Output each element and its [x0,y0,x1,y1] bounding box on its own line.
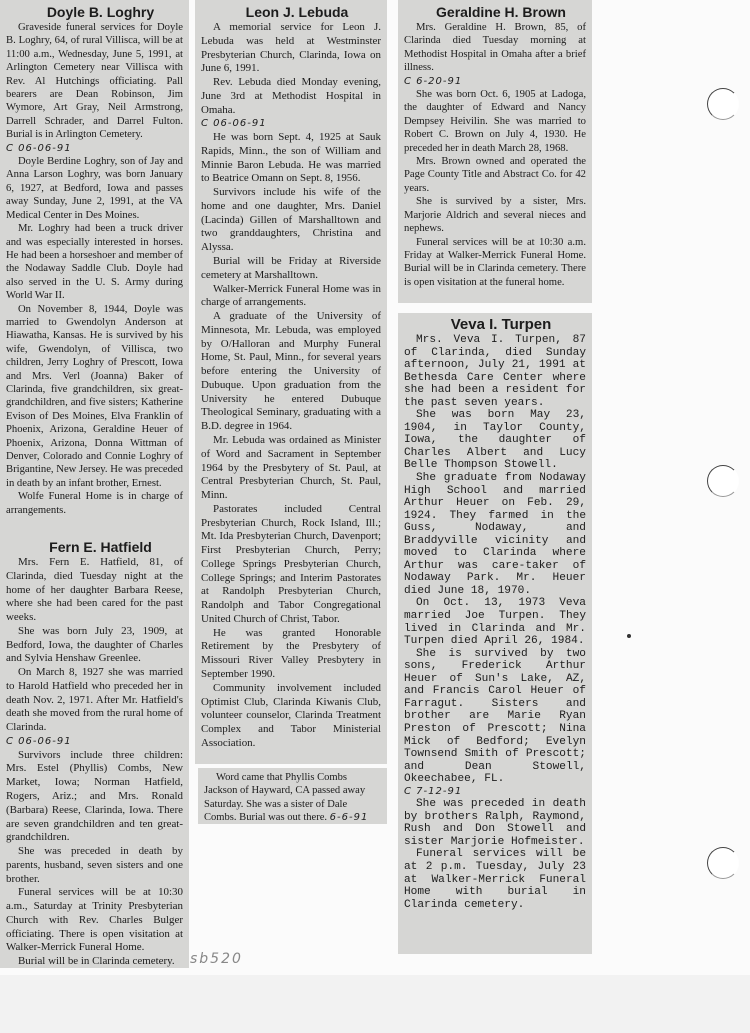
obituary-paragraph: Funeral services will be at 2 p.m. Tuesday, July 23 at Walker-Merrick Funeral Home with burial in Clarinda cemetery. [404,848,586,911]
obituary-paragraph: On March 8, 1927 she was married to Harold Hatfield who preceded her in death Nov. 2, 1971. After Mr. Hatfield's death she moved from the rural home of Clarinda. [6,666,183,734]
handwritten-date: 6-6-91 [329,812,369,824]
handwritten-date: C 06-06-91 [6,142,72,154]
obituary-paragraph: Mrs. Geraldine H. Brown, 85, of Clarinda died Tuesday morning at Methodist Hospital in Omaha after a brief illness. [404,22,586,74]
obituary-paragraph: A graduate of the University of Minnesota, Mr. Lebuda, was employed by O/Halloran and Murphy Funeral Home, St. Paul, Minn., for several years before entering the University of Dubuque. Upon graduation from the University he entered Dubuque Theological Seminary, graduating with a B.D. degree in 1964. [201,310,381,433]
handwritten-date: C 7-12-91 [404,785,463,797]
punch-hole-icon [707,88,739,120]
obituary-paragraph: Wolfe Funeral Home is in charge of arrangements. [6,491,183,516]
obituary-lebuda [195,0,387,764]
obituary-paragraph: Pastorates included Central Presbyterian Church, Rock Island, Ill.; Mt. Ida Presbyterian Church, Davenport; First Presbyterian Church, Perry; College Springs Presbyterian Church, College Springs; and Interim Pastorates at Randolph Presbyterian Church, Randolph and Tabor Congregational United Church of Christ, Tabor. [201,502,381,625]
obituary-paragraph: Walker-Merrick Funeral Home was in charge of arrangements. [201,282,381,309]
handwritten-date: C 06-06-91 [6,735,72,747]
obituary-paragraph: Rev. Lebuda died Monday evening, June 3rd at Methodist Hospital in Omaha. [201,76,381,116]
obituary-title: Fern E. Hatfield [49,539,152,555]
obituary-paragraph: Survivors include three children: Mrs. Estel (Phyllis) Combs, New Market, Iowa; Norman Hatfield, Rogers, Ariz.; and Mrs. Ronald (Barbara) Reese, Clarinda, Iowa. There are seven grandchildren and ten great-grandchildren. [6,748,183,844]
notice-body: Word came that Phyllis Combs Jackson of Hayward, CA passed away Saturday. She was a sister of Dale Combs. Burial was out there. [204,772,366,824]
pencil-page-note: sb520 [190,951,243,967]
obituary-title: Leon J. Lebuda [245,4,349,20]
obituary-title: Geraldine H. Brown [436,4,566,20]
obituary-paragraph: Doyle Berdine Loghry, son of Jay and Anna Larson Loghry, was born January 6, 1927, at Bedford, Iowa and passes away Sunday, June 2, 1991, at the VA Medical Center in Des Moines. [6,156,183,221]
obituary-paragraph: On November 8, 1944, Doyle was married to Gwendolyn Anderson at Hiawatha, Kansas. He is survived by his wife, Gwendolyn, of Villisca, two children, Jerry Loghry of Prescott, Iowa and Mrs. Verl (Joanna) Baker of Clarinda, five grandchildren, six great-grandchildren, and five sisters; Katherine Evison of Des Moines, Elva Franklin of Phoenix, Arizona, Geraldine Heuer of Phoenix, Arizona, Donna Wittman of Denver, Colorado and Connie Loghry of Brigantine, New Jersey. He was preceded in death by an infant brother, Ernest. [6,303,183,489]
obituary-paragraph: A memorial service for Leon J. Lebuda was held at Westminster Presbyterian Church, Clarinda, Iowa on June 6, 1991. [201,21,381,75]
obituary-paragraph: Funeral services will be at 10:30 a.m., Saturday at Trinity Presbyterian Church with Rev. Charles Bulger officiating. There is open visitation at Walker-Merrick Funeral Home. [6,886,183,954]
obituary-paragraph: She was born Oct. 6, 1905 at Ladoga, the daughter of Edward and Nancy Dempsey Heivilin. She was married to Robert C. Brown on July 4, 1930. He preceded her in death March 28, 1968. [404,89,586,154]
obituary-paragraph: Survivors include his wife of the home and one daughter, Mrs. Daniel (Lacinda) Gillen of Marshalltown and two granddaughters, Christina and Alyssa. [201,186,381,254]
obituary-loghry [0,0,189,535]
obituary-paragraph: He was born Sept. 4, 1925 at Sauk Rapids, Minn., the son of William and Minnie Baron Lebuda. He was married to Beatrice Omann on Sept. 8, 1956. [201,131,381,185]
notice-phyllis-combs [198,768,387,824]
obituary-title: Veva I. Turpen [450,316,552,333]
obituary-paragraph: Mrs. Veva I. Turpen, 87 of Clarinda, died Sunday afternoon, July 21, 1991 at Bethesda Care Center where she had been a resident for the past seven years. [404,334,586,409]
obituary-paragraph: She is survived by two sons, Frederick Arthur Heuer of Sun's Lake, AZ, and Francis Carol Heuer of Farragut. Sisters and brother are Marie Ryan Preston of Prescott; Nina Mick of Bedford; Evelyn Townsend Smith of Prescott; and Dean Stowell, Okeechabee, FL. [404,647,586,786]
obituary-paragraph: Graveside funeral services for Doyle B. Loghry, 64, of rural Villisca, will be at 11:00 a.m., Wednesday, June 5, 1991, at Arlington Cemetery near Villisca with Rev. Al Hutchings officiating. Pall bearers are Dean Robinson, Jim Wymore, Art Gray, Neil Armstrong, Darrell Schrader, and Darrel Fulton. Burial is in Arlington Cemetery. [6,22,183,141]
obituary-paragraph: On Oct. 13, 1973 Veva married Joe Turpen. They lived in Clarinda and Mr. Turpen died April 26, 1984. [404,597,586,648]
handwritten-date: C 6-20-91 [404,75,463,87]
punch-hole-icon [707,847,739,879]
obituary-paragraph: She was born May 23, 1904, in Taylor County, Iowa, the daughter of Charles Albert and Lucy Belle Thompson Stowell. [404,409,586,472]
ink-dot [627,634,631,638]
obituary-turpen [398,313,592,954]
obituary-paragraph: Funeral services will be at 10:30 a.m. Friday at Walker-Merrick Funeral Home. Burial will be in Clarinda cemetery. There is open visitation at the funeral home. [404,236,586,288]
obituary-paragraph: She graduate from Nodaway High School and married Arthur Heuer on Feb. 29, 1924. They farmed in the Guss, Nodaway, and Braddyville vicinity and moved to Clarinda where Arthur was care-taker of Nodaway Park. Mr. Heuer died June 18, 1970. [404,472,586,597]
obituary-title: Doyle B. Loghry [46,4,155,20]
handwritten-date: C 06-06-91 [201,118,267,130]
scanner-margin [0,975,750,1033]
obituary-paragraph: Mr. Loghry had been a truck driver and was especially interested in horses. He had been a horseshoer and member of the Nodaway Saddle Club. Doyle had also served in the U. S. Army during World War II. [6,223,183,302]
obituary-paragraph: Burial will be in Clarinda cemetery. [18,955,175,968]
obituary-paragraph: Mrs. Brown owned and operated the Page County Title and Abstract Co. for 42 years. [404,156,586,194]
obituary-paragraph: Community involvement included Optimist Club, Clarinda Kiwanis Club, volunteer counselor, Clarinda Treatment Complex and Tabor Ministerial Association. [201,681,381,749]
obituary-paragraph: She was preceded in death by parents, husband, seven sisters and one brother. [6,845,183,885]
notice-text [204,771,381,824]
obituary-brown [398,0,592,303]
obituary-paragraph: She was preceded in death by brothers Ralph, Raymond, Rush and Don Stowell and sister Marjorie Hofmeister. [404,798,586,848]
obituary-paragraph: She is survived by a sister, Mrs. Marjorie Aldrich and several nieces and nephews. [404,196,586,235]
punch-hole-icon [707,465,739,497]
obituary-paragraph: Mrs. Fern E. Hatfield, 81, of Clarinda, died Tuesday night at the home of her daughter Barbara Reese, where she had been cared for the past weeks. [6,556,183,624]
obituary-paragraph: He was granted Honorable Retirement by the Presbytery of Missouri River Valley Presbytery in September 1990. [201,626,381,680]
obituary-paragraph: Mr. Lebuda was ordained as Minister of Word and Sacrament in September 1964 by the Presbytery of St. Paul, at Central Presbyterian Church, St. Paul, Minn. [201,433,381,502]
obituary-hatfield [0,535,189,968]
obituary-paragraph: She was born July 23, 1909, at Bedford, Iowa, the daughter of Charles and Sylvia Henshaw Greenlee. [6,624,183,665]
obituary-paragraph: Burial will be Friday at Riverside cemetery at Marshalltown. [201,255,381,281]
